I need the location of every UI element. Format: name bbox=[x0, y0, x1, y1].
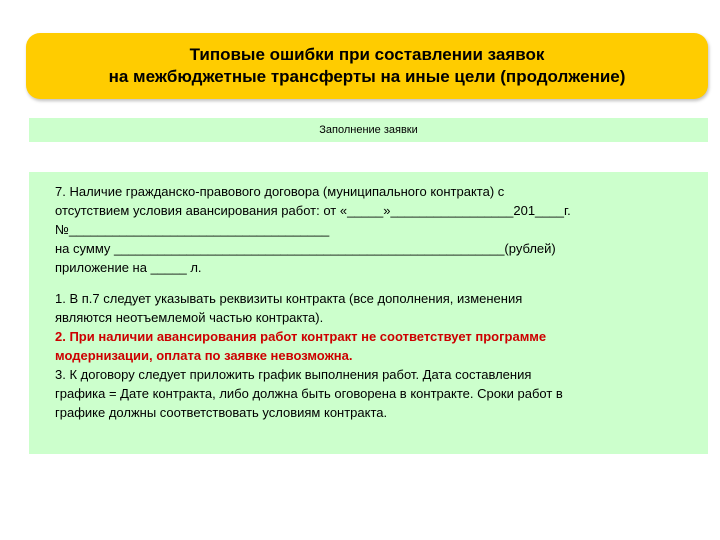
content-panel bbox=[29, 172, 708, 454]
item7-line-3: №____________________________________ bbox=[55, 222, 330, 237]
title-line-2: на межбюджетные трансферты на иные цели (продолжение) bbox=[108, 67, 626, 86]
point2-line-2: модернизации, оплата по заявке невозможна. bbox=[55, 348, 353, 363]
point3-line-2: графика = Дате контракта, либо должна быть оговорена в контракте. Сроки работ в bbox=[55, 386, 563, 401]
point2-line-1: 2. При наличии авансирования работ контракт не соответствует программе bbox=[55, 329, 547, 344]
point3-line-1: 3. К договору следует приложить график выполнения работ. Дата составления bbox=[55, 367, 532, 382]
point3-line-3: графике должны соответствовать условиям контракта. bbox=[55, 405, 388, 420]
item7-line-2: отсутствием условия авансирования работ: от «_____»_________________201____г. bbox=[55, 203, 571, 218]
item7-line-5: приложение на _____ л. bbox=[55, 260, 202, 275]
section-label: Заполнение заявки bbox=[319, 124, 418, 136]
point1-line-2: являются неотъемлемой частью контракта). bbox=[55, 310, 324, 325]
point1-line-1: 1. В п.7 следует указывать реквизиты контракта (все дополнения, изменения bbox=[55, 291, 523, 306]
item7-line-4: на сумму ______________________________________________________(рублей) bbox=[55, 241, 556, 256]
title-banner bbox=[26, 33, 708, 99]
section-header bbox=[29, 118, 708, 142]
spacer bbox=[55, 277, 698, 289]
title-line-1: Типовые ошибки при составлении заявок bbox=[189, 45, 545, 64]
item7-line-1: 7. Наличие гражданско-правового договора (муниципального контракта) с bbox=[55, 184, 505, 199]
